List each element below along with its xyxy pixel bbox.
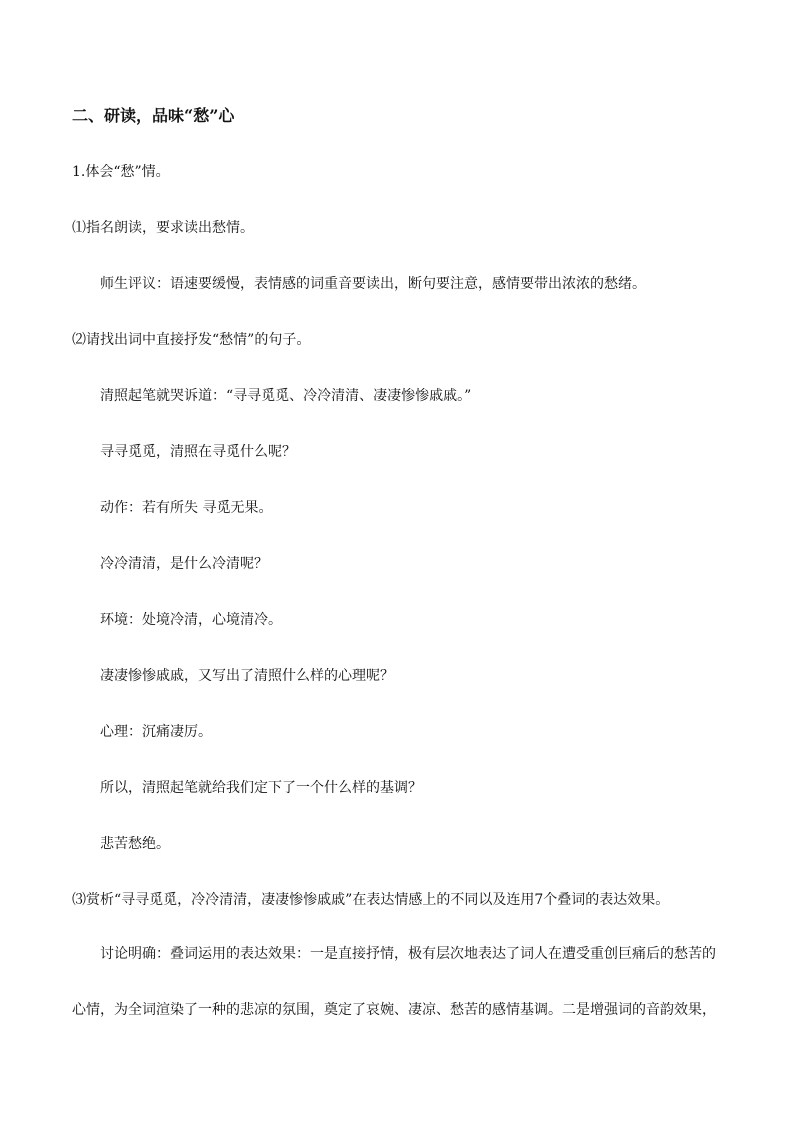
- paragraph: 寻寻觅觅，清照在寻觅什么呢？: [100, 444, 296, 460]
- paragraph: 清照起笔就哭诉道：“寻寻觅觅、冷冷清清、凄凄惨惨戚戚。”: [100, 388, 472, 404]
- sub-item: ⑴指名朗读，要求读出愁情。: [72, 220, 254, 236]
- paragraph: 悲苦愁绝。: [100, 836, 170, 852]
- paragraph: 心理：沉痛凄厉。: [100, 724, 212, 740]
- paragraph: 凄凄惨惨戚戚，又写出了清照什么样的心理呢？: [100, 668, 394, 684]
- sub-item: ⑵请找出词中直接抒发“愁情”的句子。: [72, 332, 311, 348]
- paragraph: 动作：若有所失 寻觅无果。: [100, 500, 273, 516]
- paragraph: 讨论明确：叠词运用的表达效果：一是直接抒情，极有层次地表达了词人在遭受重创巨痛后的愁苦的: [100, 946, 716, 962]
- paragraph: 冷冷清清，是什么冷清呢？: [100, 556, 268, 572]
- sub-item: ⑶赏析“寻寻觅觅，冷冷清清，凄凄惨惨戚戚”在表达情感上的不同以及连用7个叠词的表达效果。: [72, 892, 670, 908]
- item-title: 1.体会“愁”情。: [72, 164, 170, 180]
- paragraph: 所以，清照起笔就给我们定下了一个什么样的基调？: [100, 780, 422, 796]
- paragraph-continued: 心情，为全词渲染了一种的悲凉的氛围，奠定了哀婉、凄凉、愁苦的感情基调。二是增强词的音韵效果，: [72, 1002, 716, 1018]
- paragraph: 环境：处境冷清，心境清冷。: [100, 612, 282, 628]
- section-heading: 二、研读，品味“愁”心: [72, 106, 235, 125]
- paragraph: 师生评议：语速要缓慢，表情感的词重音要读出，断句要注意，感情要带出浓浓的愁绪。: [100, 276, 646, 292]
